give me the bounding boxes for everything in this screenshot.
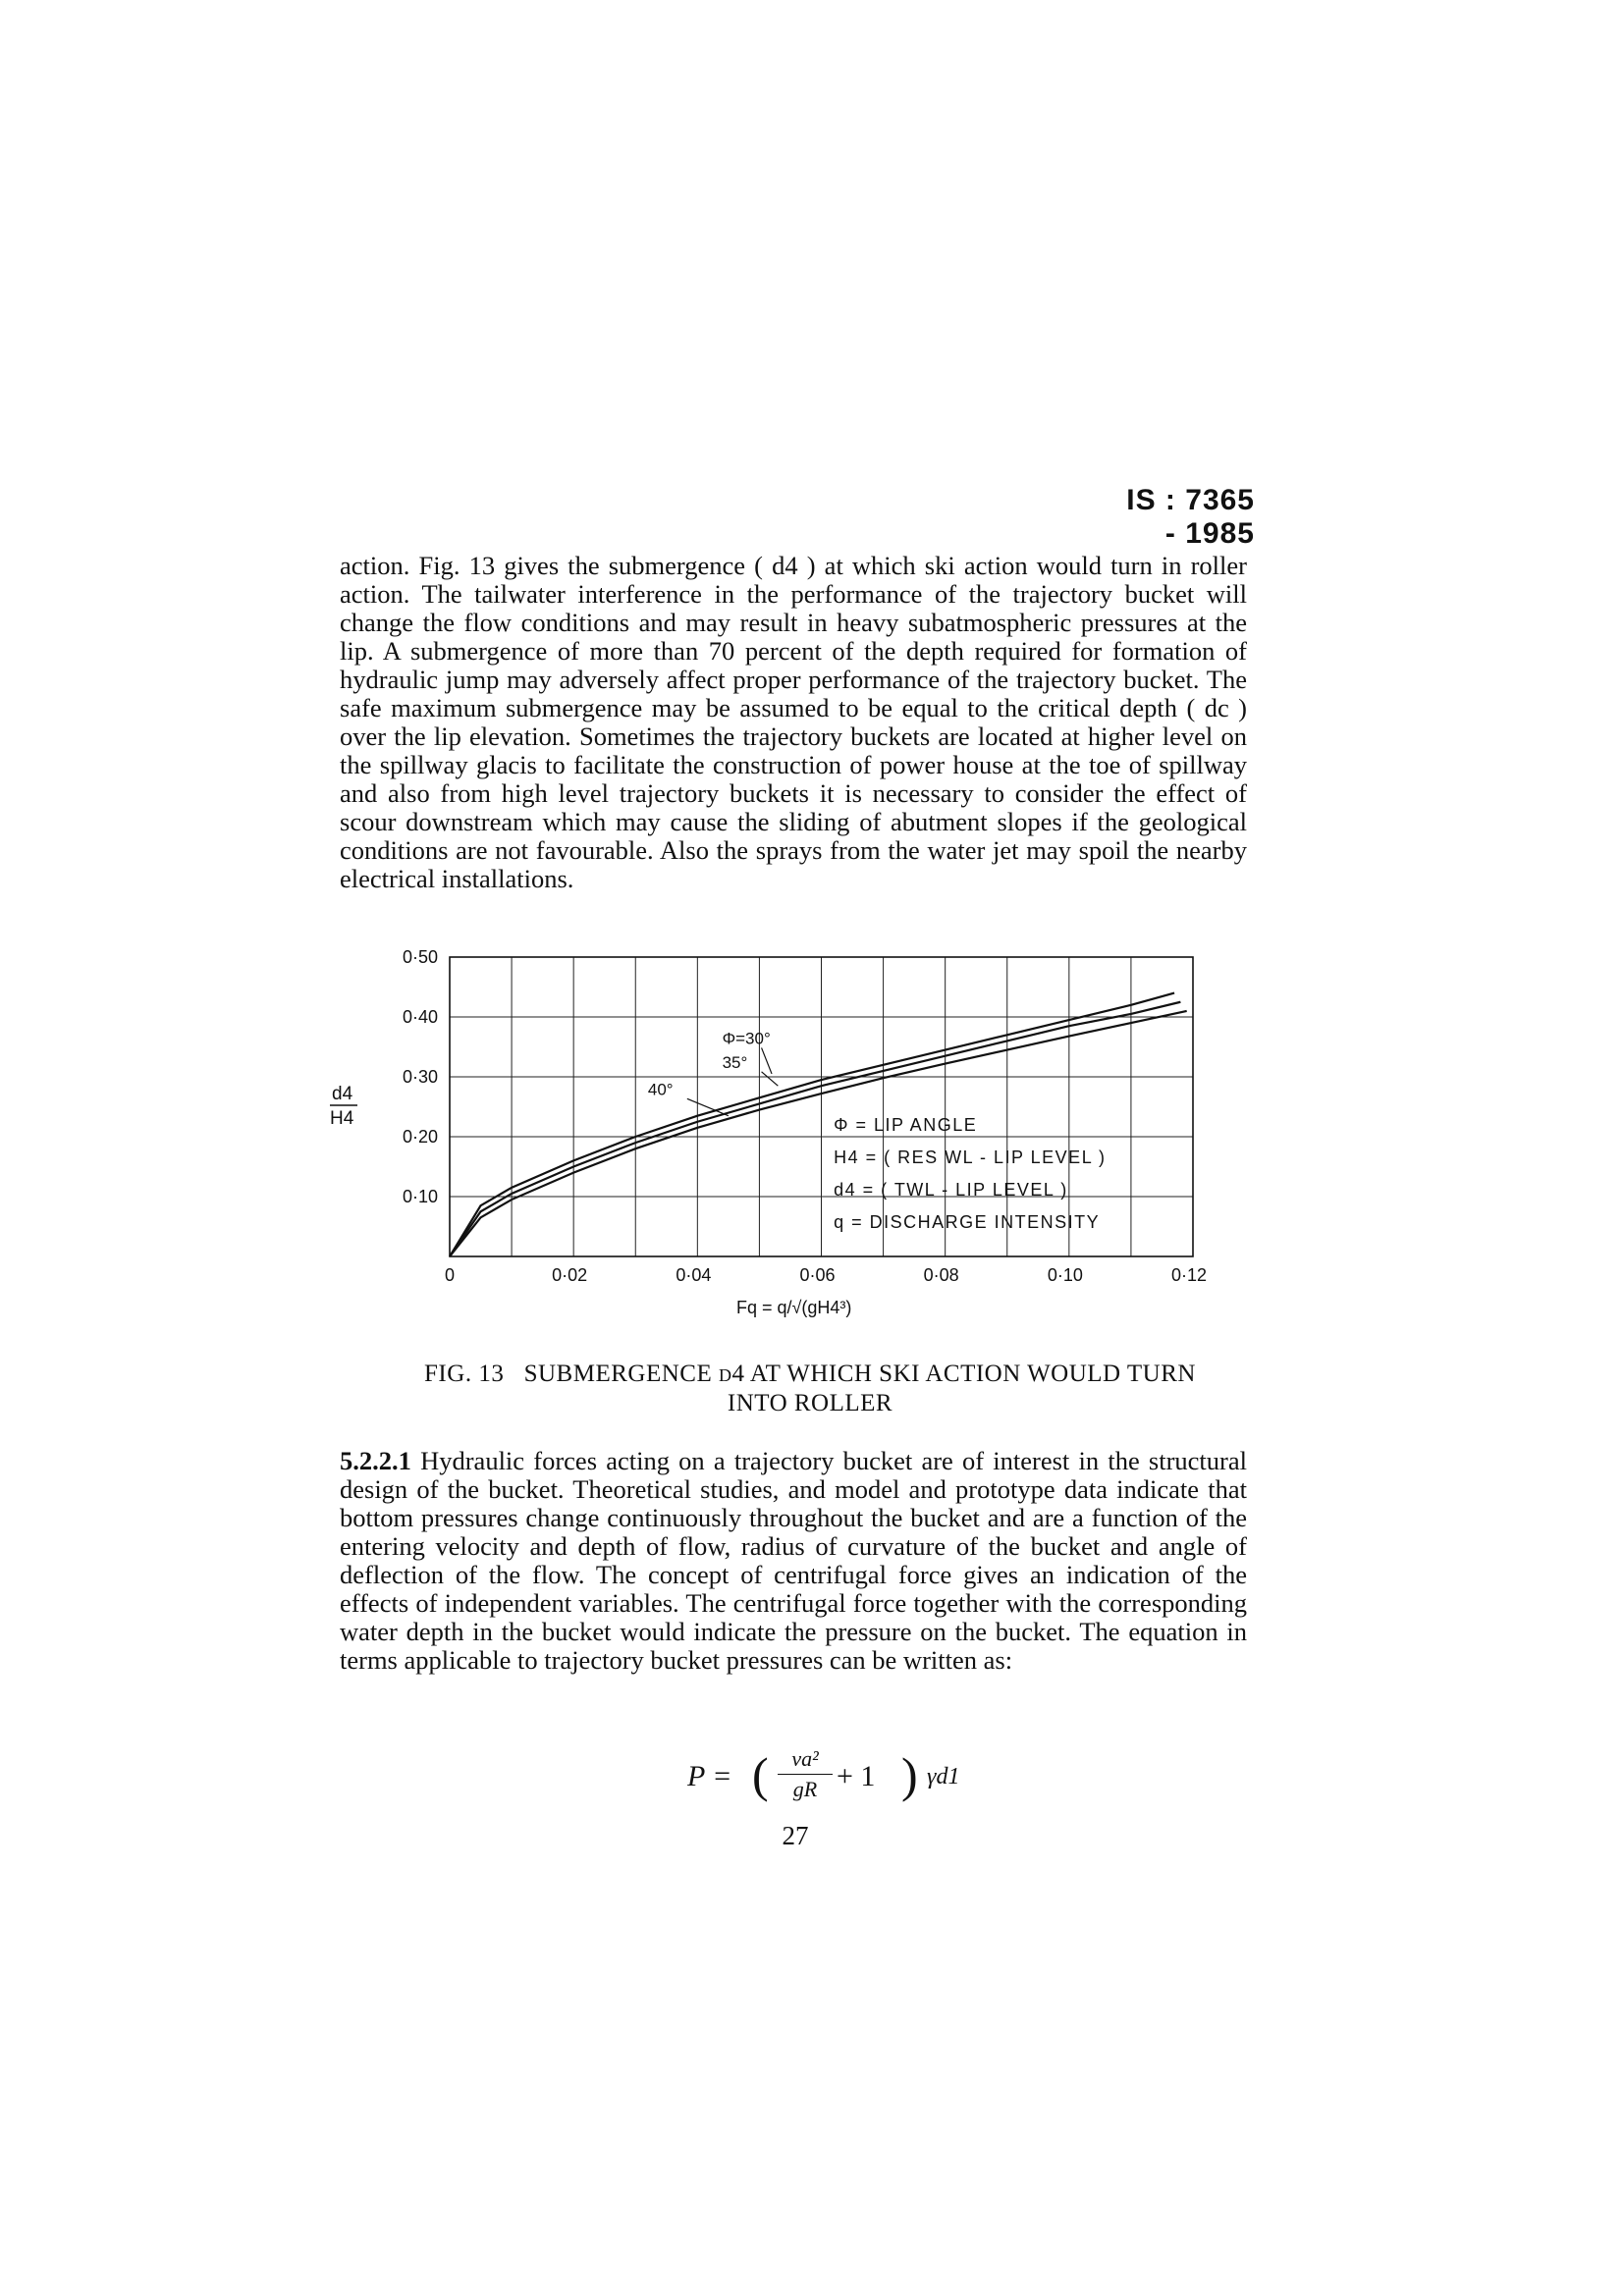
- open-paren: (: [752, 1747, 769, 1802]
- x-tick-label: 0·10: [1047, 1265, 1083, 1285]
- chart-legend: [834, 1115, 1106, 1232]
- x-tick-label: 0·04: [676, 1265, 712, 1285]
- y-tick-label: 0·50: [403, 947, 439, 967]
- paragraph-submergence: action. Fig. 13 gives the submergence ( d4 ) at which ski action would turn in roller action. The tailwater interference in the performance of the trajectory bucket will change the flow conditions and may result in heavy subatmospheric pressures at the lip. A submergence of more than 70 percent of the depth required for formation of hydraulic jump may adversely affect proper performance of the trajectory bucket. The safe maximum submergence may be assumed to be equal to the critical depth ( dc ) over the lip elevation. Sometimes the trajectory buckets are located at higher level on the spillway glacis to facilitate the construction of power house at the toe of spillway and also from high level trajectory buckets it is necessary to consider the effect of scour downstream which may cause the sliding of abutment slopes if the geological conditions are not favourable. Also the sprays from the water jet may spoil the nearby electrical installations.: [340, 551, 1247, 893]
- legend-item: d4 = ( TWL - LIP LEVEL ): [834, 1179, 1068, 1200]
- x-tick-label: 0·12: [1171, 1265, 1208, 1285]
- series-label-1: Φ=30°: [722, 1029, 771, 1048]
- y-axis-label-numerator: d4: [332, 1084, 353, 1104]
- y-tick-label: 0·10: [403, 1187, 439, 1206]
- legend-item: q = DISCHARGE INTENSITY: [834, 1211, 1101, 1232]
- denominator: gR: [792, 1777, 818, 1801]
- x-tick-label: 0·08: [923, 1265, 959, 1285]
- figure-title: SUBMERGENCE d4 AT WHICH SKI ACTION WOULD TURN INTO ROLLER: [523, 1361, 1196, 1416]
- series-label-pointer: [762, 1047, 772, 1074]
- y-tick-label: 0·40: [403, 1007, 439, 1027]
- series-label-pointer: [762, 1072, 779, 1086]
- y-tick-label: 0·30: [403, 1067, 439, 1087]
- paragraph-hydraulic-forces: [340, 1447, 1247, 1675]
- x-tick-label: 0·06: [799, 1265, 836, 1285]
- y-tick-label: 0·20: [403, 1127, 439, 1147]
- equation-lhs: P =: [687, 1760, 732, 1792]
- legend-item: Φ = LIP ANGLE: [834, 1114, 978, 1135]
- x-axis-label: Fq = q/√(gH4³): [736, 1298, 852, 1317]
- submergence-chart: [324, 937, 1247, 1320]
- fraction-bar: [778, 1774, 833, 1775]
- chart-series-labels: [648, 1029, 778, 1115]
- plus-one: + 1: [837, 1760, 876, 1792]
- standard-number: IS : 7365 - 1985: [1126, 484, 1255, 550]
- series-label-2: 35°: [722, 1052, 748, 1072]
- figure-number: FIG. 13: [424, 1361, 505, 1387]
- equation-tail: γd1: [927, 1764, 960, 1789]
- chart-ticks: [403, 947, 1207, 1285]
- x-tick-label: 0: [445, 1265, 456, 1285]
- equation-fraction: [778, 1746, 833, 1802]
- series-label-3: 40°: [647, 1080, 674, 1099]
- legend-item: H4 = ( RES WL - LIP LEVEL ): [834, 1147, 1107, 1167]
- x-tick-label: 0·02: [552, 1265, 588, 1285]
- paragraph-text: Hydraulic forces acting on a trajectory bucket are of interest in the structural design of the bucket. Theoretical studies, and model and prototype data indicate that bottom pressures change continuously throughout the bucket and are a function of the entering velocity and depth of flow, radius of curvature of the bucket and angle of deflection of the flow. The concept of centrifugal force gives an indication of the effects of independent variables. The centrifugal force together with the corresponding water depth in the bucket would indicate the pressure on the bucket. The equation in terms applicable to trajectory bucket pressures can be written as:: [340, 1446, 1247, 1675]
- pressure-equation: [687, 1742, 1159, 1821]
- close-paren: ): [901, 1747, 918, 1802]
- page-number: 27: [782, 1821, 809, 1850]
- y-axis-label-denominator: H4: [330, 1108, 354, 1129]
- figure-caption: [393, 1360, 1227, 1418]
- section-number: 5.2.2.1: [340, 1446, 411, 1475]
- numerator: va²: [791, 1746, 819, 1771]
